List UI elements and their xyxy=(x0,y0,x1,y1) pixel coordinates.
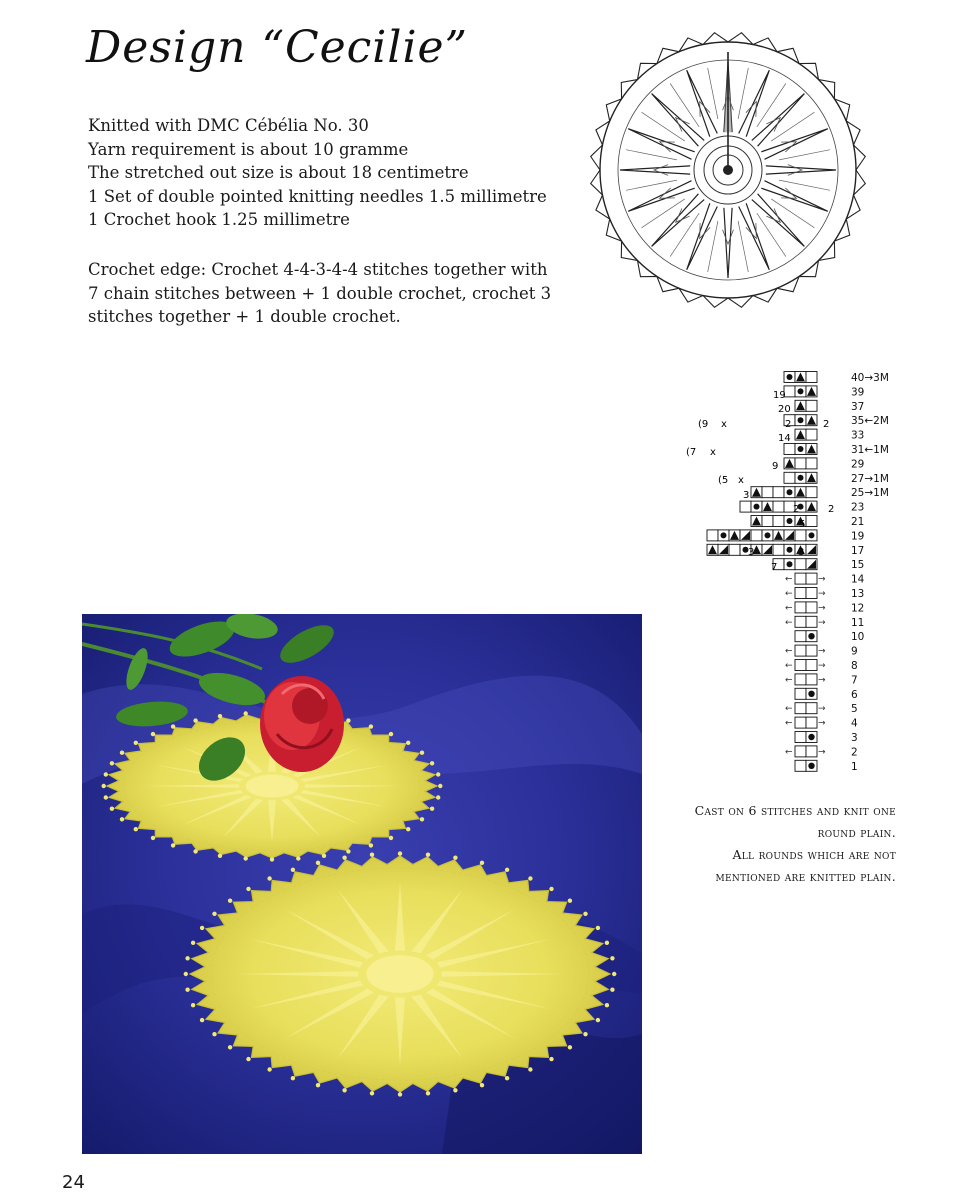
arrow-left-icon: ← xyxy=(785,603,793,614)
picot xyxy=(171,724,175,728)
chart-cell xyxy=(806,588,817,599)
rose xyxy=(260,676,344,772)
repeat-label: 3 xyxy=(748,547,755,558)
chart-cell xyxy=(773,544,784,555)
chart-cell xyxy=(773,501,784,512)
picot xyxy=(438,784,442,788)
chart-cell xyxy=(806,674,817,685)
chart-cell xyxy=(784,444,795,455)
chart-cell xyxy=(795,732,806,743)
chart-cell xyxy=(795,688,806,699)
chart-cell xyxy=(806,660,817,671)
yarn-over-symbol xyxy=(787,489,793,495)
star-inner-mark xyxy=(766,208,780,222)
picot xyxy=(110,807,114,811)
star-inner-mark xyxy=(654,165,668,176)
star-point xyxy=(739,70,770,137)
yarn-over-symbol xyxy=(765,532,771,538)
round-label: 2 xyxy=(851,746,858,759)
picot xyxy=(370,853,374,857)
picot xyxy=(322,854,326,858)
repeat-label: (5 xyxy=(718,475,729,486)
arrow-right-icon: → xyxy=(818,704,826,715)
picot xyxy=(398,1092,402,1096)
picot xyxy=(505,1076,509,1080)
picot xyxy=(370,1091,374,1095)
round-label: 5 xyxy=(851,703,858,716)
picot xyxy=(212,1032,216,1036)
picot xyxy=(267,1067,271,1071)
arrow-right-icon: → xyxy=(818,574,826,585)
arrow-right-icon: → xyxy=(818,661,826,671)
star-inner-mark xyxy=(766,118,780,132)
chart-cell xyxy=(795,645,806,656)
picot xyxy=(605,1003,609,1007)
star-point xyxy=(761,181,828,212)
picot xyxy=(102,784,106,788)
round-label: 40→3M xyxy=(851,372,889,384)
repeat-label: 3 xyxy=(743,490,750,501)
doily-diagram-drawing xyxy=(586,28,870,312)
round-label: 11 xyxy=(851,616,865,629)
radial-line xyxy=(771,199,814,228)
repeat-label: 5 xyxy=(799,519,806,530)
round-label: 13 xyxy=(851,588,865,600)
round-label: 6 xyxy=(851,688,858,701)
yarn-over-symbol xyxy=(787,518,793,524)
picot xyxy=(426,1091,430,1095)
materials-list xyxy=(88,114,568,232)
yarn-over-symbol xyxy=(798,388,804,394)
picot xyxy=(200,1018,204,1022)
chart-cell xyxy=(729,544,740,555)
picot xyxy=(191,941,195,945)
picot xyxy=(480,1083,484,1087)
yarn-over-symbol xyxy=(798,475,804,481)
picot xyxy=(420,751,424,755)
arrow-right-icon: → xyxy=(818,589,826,599)
radial-line xyxy=(642,112,685,141)
picot xyxy=(291,868,295,872)
note-line: Cast on 6 stitches and knit one xyxy=(694,803,896,818)
doily-photo xyxy=(82,614,642,1154)
picot xyxy=(246,1057,250,1061)
picot xyxy=(505,868,509,872)
chart-cell xyxy=(707,530,718,541)
chart-cell xyxy=(784,472,795,483)
picot xyxy=(610,988,614,992)
materials-item: The stretched out size is about 18 centimetre xyxy=(88,163,469,182)
repeat-label: 19 xyxy=(773,390,786,401)
repeat-label: 2 xyxy=(793,504,800,515)
picot xyxy=(389,836,393,840)
round-label: 8 xyxy=(851,660,858,672)
chart-cell xyxy=(806,746,817,757)
round-label: 7 xyxy=(851,674,858,687)
repeat-label: 3 xyxy=(798,547,805,558)
picot xyxy=(218,854,222,858)
picot xyxy=(436,795,440,799)
round-label: 15 xyxy=(851,559,865,572)
picot xyxy=(316,1083,320,1087)
picot xyxy=(193,849,197,853)
round-label: 25→1M xyxy=(851,487,889,500)
doily-center xyxy=(366,955,433,993)
chart-cell xyxy=(806,602,817,613)
picot xyxy=(104,795,108,799)
arrow-right-icon: → xyxy=(818,646,826,657)
picot xyxy=(398,851,402,855)
repeat-label: x xyxy=(710,447,716,458)
round-label: 17 xyxy=(851,544,865,557)
picot xyxy=(369,724,373,728)
chart-cell xyxy=(795,760,806,771)
arrow-right-icon: → xyxy=(818,718,826,729)
yarn-over-symbol xyxy=(798,417,804,423)
picot xyxy=(583,912,587,916)
picot xyxy=(528,876,532,880)
arrow-right-icon: → xyxy=(818,675,826,686)
picot xyxy=(270,857,274,861)
radial-line xyxy=(757,213,786,256)
picot xyxy=(184,972,188,976)
picot xyxy=(171,843,175,847)
star-inner-mark xyxy=(676,118,690,132)
star-point xyxy=(628,181,695,212)
chart-cell xyxy=(795,674,806,685)
doily-diagram xyxy=(586,28,870,312)
star-point xyxy=(652,194,705,247)
yarn-over-symbol xyxy=(808,691,814,697)
picot xyxy=(430,761,434,765)
chart-cell xyxy=(806,703,817,714)
materials-item: 1 Set of double pointed knitting needles 1.5 millimetre xyxy=(88,186,547,206)
arrow-left-icon: ← xyxy=(785,704,793,715)
yarn-over-symbol xyxy=(808,763,814,769)
arrow-right-icon: → xyxy=(818,617,826,628)
repeat-label: (9 xyxy=(698,419,709,430)
picot xyxy=(480,861,484,865)
star-inner-mark xyxy=(676,208,690,222)
chart-cell xyxy=(795,746,806,757)
chart-cell xyxy=(795,588,806,599)
picot xyxy=(134,827,138,831)
picot xyxy=(200,926,204,930)
repeat-label: x xyxy=(721,419,727,430)
chart-cell xyxy=(806,645,817,656)
picot xyxy=(528,1067,532,1071)
picot xyxy=(218,714,222,718)
picot xyxy=(596,926,600,930)
arrow-left-icon: ← xyxy=(785,646,793,657)
chart-cell xyxy=(762,487,773,498)
picot xyxy=(316,861,320,865)
knitting-chart xyxy=(668,370,908,780)
repeat-label: (7 xyxy=(686,447,697,458)
picot xyxy=(244,711,248,715)
repeat-label: 20 xyxy=(778,404,791,415)
round-label: 4 xyxy=(851,717,858,730)
picot xyxy=(228,1045,232,1049)
chart-cell xyxy=(806,487,817,498)
round-label: 29 xyxy=(851,458,865,471)
chart-cell xyxy=(795,458,806,469)
chart-cell xyxy=(795,530,806,541)
round-label: 27→1M xyxy=(851,472,889,485)
picot xyxy=(244,856,248,860)
picot xyxy=(267,876,271,880)
materials-item: Knitted with DMC Cébélia No. 30 xyxy=(88,116,369,135)
picot xyxy=(134,741,138,745)
yarn-over-symbol xyxy=(787,374,793,380)
repeat-label: 7 xyxy=(771,562,778,573)
picot xyxy=(151,732,155,736)
picot xyxy=(549,887,553,891)
picot xyxy=(610,956,614,960)
chart-cell xyxy=(751,530,762,541)
picot xyxy=(342,1088,346,1092)
doily-center xyxy=(246,774,299,797)
round-label: 1 xyxy=(851,760,858,773)
radial-line xyxy=(757,84,786,127)
round-label: 39 xyxy=(851,386,865,399)
star-point xyxy=(752,94,805,147)
round-label: 12 xyxy=(851,602,865,615)
picot xyxy=(212,912,216,916)
picot xyxy=(549,1057,553,1061)
picot xyxy=(104,772,108,776)
arrow-left-icon: ← xyxy=(785,747,793,758)
picot xyxy=(406,827,410,831)
repeat-label: 9 xyxy=(772,461,779,472)
picot xyxy=(453,1088,457,1092)
yarn-over-symbol xyxy=(809,532,815,538)
star-inner-mark xyxy=(788,165,802,176)
note-line: All rounds which are not xyxy=(732,847,896,862)
star-point xyxy=(739,203,770,269)
round-label: 23 xyxy=(851,501,865,514)
chart-cell xyxy=(795,703,806,714)
arrow-left-icon: ← xyxy=(785,675,793,686)
picot xyxy=(151,836,155,840)
star-point xyxy=(628,129,695,160)
picot xyxy=(342,856,346,860)
star-inner-mark xyxy=(723,230,734,244)
chart-cell xyxy=(795,559,806,570)
picot xyxy=(185,988,189,992)
picot xyxy=(406,741,410,745)
page-number: 24 xyxy=(62,1172,85,1193)
arrow-left-icon: ← xyxy=(785,574,793,585)
arrow-left-icon: ← xyxy=(785,718,793,729)
round-label: 9 xyxy=(851,645,858,658)
star-point xyxy=(687,70,718,137)
chart-cell xyxy=(795,616,806,627)
page-title: Design “Cecilie” xyxy=(86,22,469,73)
picot xyxy=(346,718,350,722)
repeat-label: 2 xyxy=(828,504,835,515)
chart-cell xyxy=(773,516,784,527)
repeat-label: 14 xyxy=(778,433,791,444)
radial-line xyxy=(670,84,699,127)
picot xyxy=(120,751,124,755)
chart-cell xyxy=(740,501,751,512)
arrow-right-icon: → xyxy=(818,603,826,614)
picot xyxy=(228,899,232,903)
yarn-over-symbol xyxy=(787,561,793,567)
picot xyxy=(120,817,124,821)
chart-cell xyxy=(806,458,817,469)
picot xyxy=(583,1032,587,1036)
repeat-label: 2 xyxy=(785,419,792,430)
round-label: 3 xyxy=(851,732,858,744)
knitting-chart-grid xyxy=(668,370,908,780)
round-label: 33 xyxy=(851,429,865,442)
picot xyxy=(568,1045,572,1049)
picot xyxy=(185,956,189,960)
picot xyxy=(430,807,434,811)
yarn-over-symbol xyxy=(721,532,727,538)
picot xyxy=(568,899,572,903)
radial-line xyxy=(771,112,814,141)
chart-cell xyxy=(806,516,817,527)
round-label: 35←2M xyxy=(851,415,889,428)
chart-cell xyxy=(806,616,817,627)
picot xyxy=(420,817,424,821)
radial-line xyxy=(670,213,699,256)
yarn-over-symbol xyxy=(798,446,804,452)
chart-cell xyxy=(806,429,817,440)
chart-cell xyxy=(773,487,784,498)
chart-cell xyxy=(795,660,806,671)
star-point xyxy=(761,129,828,160)
picot xyxy=(436,772,440,776)
picot xyxy=(110,761,114,765)
note-line: mentioned are knitted plain. xyxy=(715,869,896,884)
large-doily xyxy=(184,851,617,1096)
chart-notes xyxy=(640,800,896,888)
arrow-left-icon: ← xyxy=(785,617,793,628)
chart-cell xyxy=(806,400,817,411)
note-line: round plain. xyxy=(817,825,896,840)
radial-line xyxy=(642,199,685,228)
round-label: 10 xyxy=(851,631,865,644)
yarn-over-symbol xyxy=(787,547,793,553)
chart-cell xyxy=(795,573,806,584)
round-label: 31←1M xyxy=(851,444,889,456)
picot xyxy=(612,972,616,976)
picot xyxy=(191,1003,195,1007)
materials-item: Yarn requirement is about 10 gramme xyxy=(88,139,409,159)
repeat-label: x xyxy=(738,475,744,486)
picot xyxy=(596,1018,600,1022)
arrow-left-icon: ← xyxy=(785,661,793,671)
picot xyxy=(296,856,300,860)
materials-item: 1 Crochet hook 1.25 millimetre xyxy=(88,210,350,229)
yarn-over-symbol xyxy=(754,504,760,510)
chart-cell xyxy=(806,573,817,584)
star-point xyxy=(752,194,805,247)
picot xyxy=(193,718,197,722)
round-label: 19 xyxy=(851,530,865,543)
picot xyxy=(369,843,373,847)
picot xyxy=(605,941,609,945)
yarn-over-symbol xyxy=(808,734,814,740)
repeat-label: 2 xyxy=(823,419,830,430)
chart-cell xyxy=(806,717,817,728)
arrow-left-icon: ← xyxy=(785,589,793,599)
star-point xyxy=(652,94,705,147)
chart-cell xyxy=(795,717,806,728)
picot xyxy=(291,1076,295,1080)
chart-cell xyxy=(806,372,817,383)
star-point xyxy=(687,203,718,269)
picot xyxy=(246,887,250,891)
round-label: 14 xyxy=(851,573,865,586)
chart-cell xyxy=(795,631,806,642)
chart-cell xyxy=(795,602,806,613)
doily-photo-illustration xyxy=(82,614,642,1154)
crochet-edge-instructions: Crochet edge: Crochet 4-4-3-4-4 stitches together with 7 chain stitches between + 1 double crochet, crochet 3 stitches together + 1 double crochet. xyxy=(88,260,552,326)
round-label: 37 xyxy=(851,400,865,413)
yarn-over-symbol xyxy=(808,633,814,639)
chart-cell xyxy=(762,516,773,527)
round-label: 21 xyxy=(851,516,865,528)
picot xyxy=(426,853,430,857)
picot xyxy=(453,856,457,860)
arrow-right-icon: → xyxy=(818,747,826,758)
picot xyxy=(389,732,393,736)
picot xyxy=(346,849,350,853)
